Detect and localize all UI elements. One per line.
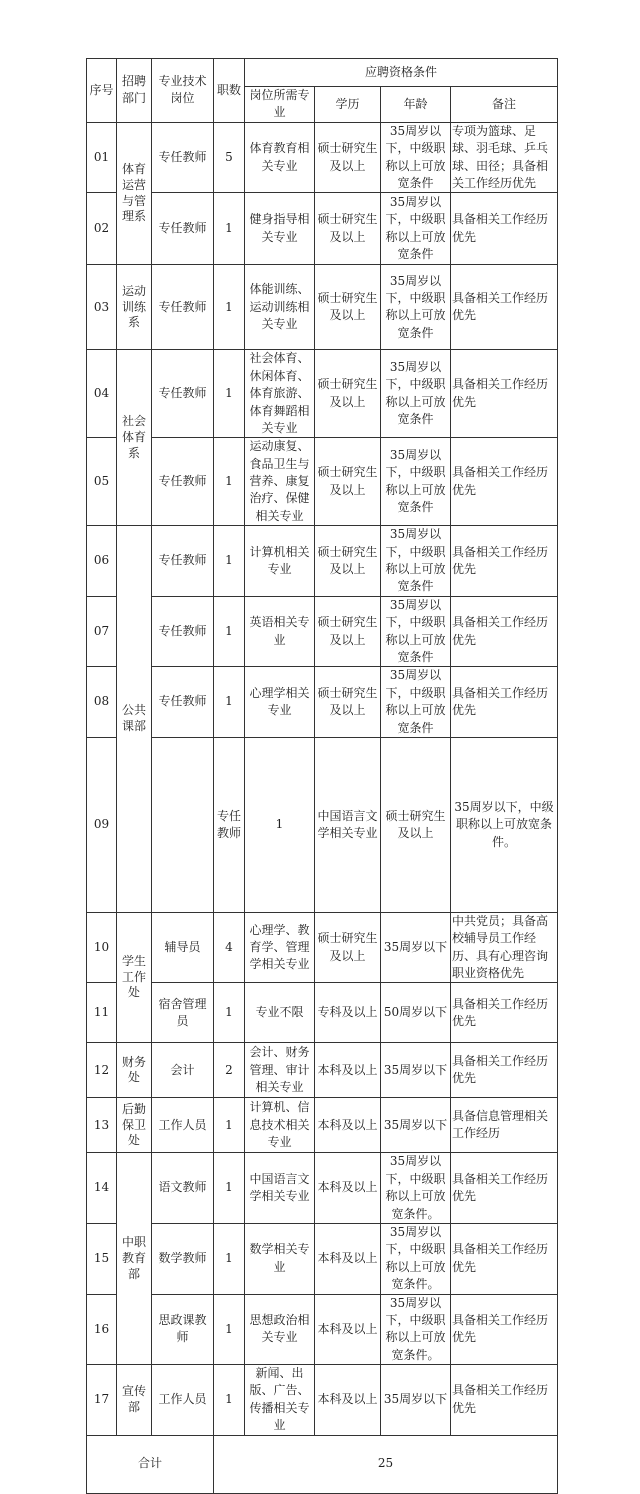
cell-edu: 专科及以上 — [315, 983, 381, 1043]
cell-seq: 15 — [87, 1223, 117, 1294]
cell-count: 1 — [214, 1153, 245, 1224]
table-row — [87, 350, 558, 438]
cell-age: 35周岁以下，中级职称以上可放宽条件 — [381, 596, 451, 667]
table-row — [87, 438, 558, 526]
header-row — [87, 59, 558, 87]
cell-count: 1 — [214, 667, 245, 738]
cell-age: 35周岁以下，中级职称以上可放宽条件。 — [381, 1153, 451, 1224]
table-row — [87, 122, 558, 193]
cell-age: 35周岁以下，中级职称以上可放宽条件。 — [381, 1294, 451, 1365]
cell-age: 35周岁以下 — [381, 1098, 451, 1153]
cell-edu: 硕士研究生及以上 — [315, 438, 381, 526]
cell-count: 2 — [214, 1043, 245, 1098]
cell-dept: 公共课部 — [117, 526, 152, 913]
cell-major: 计算机、信息技术相关专业 — [245, 1098, 315, 1153]
table-row — [87, 737, 558, 912]
cell-age: 35周岁以下 — [381, 1043, 451, 1098]
cell-position: 专任教师 — [152, 122, 214, 193]
cell-dept: 宣传部 — [117, 1365, 152, 1436]
table-row — [87, 1043, 558, 1098]
cell-position: 专任教师 — [152, 526, 214, 597]
cell-edu: 硕士研究生及以上 — [315, 912, 381, 983]
table-row — [87, 1153, 558, 1224]
cell-note: 中共党员；具备高校辅导员工作经历、具有心理咨询职业资格优先 — [451, 912, 558, 983]
cell-dept: 学生工作处 — [117, 912, 152, 1043]
cell-major: 思想政治相关专业 — [245, 1294, 315, 1365]
header-dept: 招聘部门 — [117, 59, 152, 123]
total-label: 合计 — [87, 1435, 214, 1493]
cell-edu: 硕士研究生及以上 — [315, 596, 381, 667]
cell-dept: 社会体育系 — [117, 350, 152, 526]
cell-note: 具备相关工作经历优先 — [451, 1043, 558, 1098]
cell-note: 具备相关工作经历优先 — [451, 1365, 558, 1436]
table-row — [87, 193, 558, 265]
table-row — [87, 596, 558, 667]
table-row — [87, 1365, 558, 1436]
cell-seq: 13 — [87, 1098, 117, 1153]
cell-position: 专任教师 — [214, 737, 245, 912]
cell-edu: 硕士研究生及以上 — [315, 350, 381, 438]
cell-count: 1 — [214, 1098, 245, 1153]
cell-major: 体能训练、运动训练相关专业 — [245, 265, 315, 350]
cell-major: 运动康复、食品卫生与营养、康复治疗、保健相关专业 — [245, 438, 315, 526]
cell-dept: 运动训练系 — [117, 265, 152, 350]
cell-note: 具备相关工作经历优先 — [451, 667, 558, 738]
cell-dept: 体育运营与管理系 — [117, 122, 152, 265]
header-note: 备注 — [451, 87, 558, 123]
cell-count: 4 — [214, 912, 245, 983]
cell-position: 工作人员 — [152, 1365, 214, 1436]
cell-seq: 08 — [87, 667, 117, 738]
cell-age: 35周岁以下，中级职称以上可放宽条件 — [381, 265, 451, 350]
cell-position: 专任教师 — [152, 193, 214, 265]
cell-age: 35周岁以下，中级职称以上可放宽条件。 — [381, 1223, 451, 1294]
cell-position: 工作人员 — [152, 1098, 214, 1153]
cell-note: 具备相关工作经历优先 — [451, 1294, 558, 1365]
table-row — [87, 1294, 558, 1365]
cell-edu: 本科及以上 — [315, 1098, 381, 1153]
cell-age: 35周岁以下，中级职称以上可放宽条件。 — [451, 737, 558, 912]
cell-edu: 本科及以上 — [315, 1043, 381, 1098]
cell-count: 1 — [214, 265, 245, 350]
cell-major: 体育教育相关专业 — [245, 122, 315, 193]
cell-edu: 本科及以上 — [315, 1223, 381, 1294]
cell-seq: 06 — [87, 526, 117, 597]
cell-count: 1 — [214, 1294, 245, 1365]
cell-seq: 02 — [87, 193, 117, 265]
cell-seq: 10 — [87, 912, 117, 983]
header-seq: 序号 — [87, 59, 117, 123]
cell-note: 具备相关工作经历优先 — [451, 350, 558, 438]
cell-count: 1 — [214, 438, 245, 526]
cell-edu: 本科及以上 — [315, 1294, 381, 1365]
cell-seq: 05 — [87, 438, 117, 526]
table-row — [87, 667, 558, 738]
cell-seq: 16 — [87, 1294, 117, 1365]
cell-major: 专业不限 — [245, 983, 315, 1043]
cell-dept: 中职教育部 — [117, 1153, 152, 1365]
cell-position: 专任教师 — [152, 265, 214, 350]
cell-position: 专任教师 — [152, 350, 214, 438]
cell-dept-empty — [152, 737, 214, 912]
cell-note: 具备相关工作经历优先 — [451, 265, 558, 350]
cell-count: 1 — [214, 596, 245, 667]
cell-count: 1 — [214, 983, 245, 1043]
cell-note: 具备相关工作经历优先 — [451, 1153, 558, 1224]
cell-major: 社会体育、休闲体育、体育旅游、体育舞蹈相关专业 — [245, 350, 315, 438]
cell-major: 健身指导相关专业 — [245, 193, 315, 265]
cell-seq: 14 — [87, 1153, 117, 1224]
cell-edu: 硕士研究生及以上 — [315, 193, 381, 265]
table-row — [87, 1223, 558, 1294]
cell-note: 具备信息管理相关工作经历 — [451, 1098, 558, 1153]
cell-note: 具备相关工作经历优先 — [451, 1223, 558, 1294]
cell-position: 会计 — [152, 1043, 214, 1098]
cell-position: 辅导员 — [152, 912, 214, 983]
table-body — [87, 59, 558, 1494]
cell-position: 专任教师 — [152, 596, 214, 667]
cell-seq: 09 — [87, 737, 117, 912]
table-row — [87, 265, 558, 350]
header-edu: 学历 — [315, 87, 381, 123]
cell-major: 新闻、出版、广告、传播相关专业 — [245, 1365, 315, 1436]
header-major: 岗位所需专业 — [245, 87, 315, 123]
cell-count: 5 — [214, 122, 245, 193]
cell-age: 35周岁以下，中级职称以上可放宽条件 — [381, 350, 451, 438]
cell-seq: 12 — [87, 1043, 117, 1098]
cell-age: 35周岁以下，中级职称以上可放宽条件 — [381, 526, 451, 597]
cell-major: 心理学相关专业 — [245, 667, 315, 738]
cell-count: 1 — [214, 350, 245, 438]
cell-age: 35周岁以下，中级职称以上可放宽条件 — [381, 193, 451, 265]
header-age: 年龄 — [381, 87, 451, 123]
cell-seq: 07 — [87, 596, 117, 667]
cell-edu: 本科及以上 — [315, 1153, 381, 1224]
header-count: 职数 — [214, 59, 245, 123]
cell-edu: 硕士研究生及以上 — [315, 122, 381, 193]
table-row — [87, 526, 558, 597]
cell-edu: 本科及以上 — [315, 1365, 381, 1436]
cell-position: 思政课教师 — [152, 1294, 214, 1365]
cell-edu: 硕士研究生及以上 — [381, 737, 451, 912]
cell-major: 数学相关专业 — [245, 1223, 315, 1294]
cell-major: 会计、财务管理、审计相关专业 — [245, 1043, 315, 1098]
cell-major: 英语相关专业 — [245, 596, 315, 667]
table-row — [87, 983, 558, 1043]
cell-position: 语文教师 — [152, 1153, 214, 1224]
cell-count: 1 — [214, 1365, 245, 1436]
cell-position: 宿舍管理员 — [152, 983, 214, 1043]
cell-major: 中国语言文学相关专业 — [315, 737, 381, 912]
cell-seq: 11 — [87, 983, 117, 1043]
cell-note: 具备相关工作经历优先 — [451, 438, 558, 526]
cell-age: 35周岁以下 — [381, 912, 451, 983]
cell-note: 具备相关工作经历优先 — [451, 983, 558, 1043]
cell-position: 专任教师 — [152, 438, 214, 526]
cell-count: 1 — [214, 526, 245, 597]
table-row — [87, 912, 558, 983]
cell-age: 35周岁以下 — [381, 1365, 451, 1436]
cell-note: 具备相关工作经历优先 — [451, 596, 558, 667]
cell-dept: 后勤保卫处 — [117, 1098, 152, 1153]
cell-dept: 财务处 — [117, 1043, 152, 1098]
cell-seq: 17 — [87, 1365, 117, 1436]
cell-seq: 01 — [87, 122, 117, 193]
cell-seq: 04 — [87, 350, 117, 438]
cell-age: 35周岁以下，中级职称以上可放宽条件 — [381, 667, 451, 738]
cell-seq: 03 — [87, 265, 117, 350]
cell-count: 1 — [214, 1223, 245, 1294]
cell-age: 50周岁以下 — [381, 983, 451, 1043]
recruitment-table — [86, 58, 558, 1494]
header-position: 专业技术岗位 — [152, 59, 214, 123]
cell-note: 具备相关工作经历优先 — [451, 193, 558, 265]
cell-major: 心理学、教育学、管理学相关专业 — [245, 912, 315, 983]
cell-age: 35周岁以下，中级职称以上可放宽条件 — [381, 122, 451, 193]
header-conditions: 应聘资格条件 — [245, 59, 558, 87]
cell-position: 数学教师 — [152, 1223, 214, 1294]
total-value: 25 — [214, 1435, 558, 1493]
cell-major: 中国语言文学相关专业 — [245, 1153, 315, 1224]
cell-edu: 硕士研究生及以上 — [315, 265, 381, 350]
cell-age: 35周岁以下，中级职称以上可放宽条件 — [381, 438, 451, 526]
table-row — [87, 1098, 558, 1153]
cell-note: 具备相关工作经历优先 — [451, 526, 558, 597]
cell-edu: 硕士研究生及以上 — [315, 526, 381, 597]
cell-count: 1 — [214, 193, 245, 265]
total-row — [87, 1435, 558, 1493]
cell-edu: 硕士研究生及以上 — [315, 667, 381, 738]
cell-note: 专项为篮球、足球、羽毛球、乒乓球、田径；具备相关工作经历优先 — [451, 122, 558, 193]
cell-position: 专任教师 — [152, 667, 214, 738]
cell-major: 计算机相关专业 — [245, 526, 315, 597]
cell-count: 1 — [245, 737, 315, 912]
